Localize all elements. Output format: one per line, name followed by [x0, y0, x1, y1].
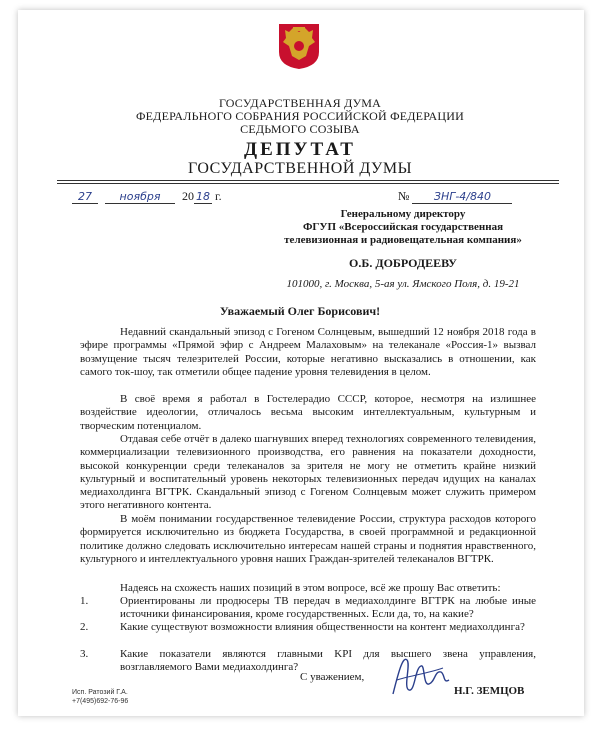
paragraph-3: Отдавая себе отчёт в далеко шагнувших вперед технологиях современного телевидения, коммерциализации телевизионного производства, его равнения на показатели доходности, высокой конкуренции среди телеканалов за зрителя не могу не отметить крайне низкий культурный и воспитательный уровень некоторых телевизионных передач идущих на каналах медиахолдинга ВГТРК. Скандальный эпизод с Гогеном Солнцевым может служить примером этого негативного контента.	[80, 433, 536, 512]
header-subtitle: ГОСУДАРСТВЕННОЙ ДУМЫ	[187, 160, 413, 177]
date-year-prefix: 20	[182, 189, 194, 203]
header-line-1: ГОСУДАРСТВЕННАЯ ДУМА	[218, 96, 382, 110]
addressee-line-1: Генеральному директору	[340, 208, 466, 220]
date-month: ноября	[105, 190, 175, 204]
date-suffix: г.	[212, 189, 222, 203]
closing-regards: С уважением,	[300, 671, 365, 683]
header-divider	[57, 180, 559, 181]
handwritten-signature-icon	[385, 650, 455, 700]
header-title: ДЕПУТАТ	[244, 139, 356, 160]
header-line-2: ФЕДЕРАЛЬНОГО СОБРАНИЯ РОССИЙСКОЙ ФЕДЕРАЦИИ	[135, 109, 465, 123]
number-value: ЗНГ-4/840	[412, 190, 512, 204]
greeting: Уважаемый Олег Борисович!	[219, 304, 381, 318]
question-2-number: 2.	[80, 621, 89, 633]
question-3-number: 3.	[80, 648, 89, 660]
number-prefix: №	[398, 189, 410, 203]
paragraph-5: Надеясь на схожесть наших позиций в этом вопросе, всё же прошу Вас ответить:	[120, 582, 501, 594]
date-day: 27	[72, 190, 98, 204]
russian-coat-of-arms-icon	[277, 22, 321, 70]
date-year-suffix: 18	[196, 190, 210, 203]
question-2-text: Какие существуют возможности влияния общественности на контент медиахолдинга?	[120, 621, 525, 633]
addressee-postal: 101000, г. Москва, 5-ая ул. Ямского Поля, д. 19-21	[286, 278, 520, 290]
question-3-text: Какие показатели являются главными KPI для высшего звена управления, возглавляемого Вами медиахолдинга?	[120, 648, 536, 674]
letter-date	[72, 189, 222, 204]
executor-phone: +7(495)692-76-96	[72, 698, 129, 705]
question-1-number: 1.	[80, 595, 89, 607]
addressee-line-2: ФГУП «Всероссийская государственная	[302, 221, 504, 233]
header-divider-thin	[57, 183, 559, 184]
header-line-3: СЕДЬМОГО СОЗЫВА	[240, 122, 360, 136]
addressee-line-3: телевизионная и радиовещательная компания»	[284, 234, 522, 246]
executor-info	[72, 688, 128, 706]
question-2	[80, 621, 536, 634]
question-1	[80, 595, 536, 622]
letter-number	[398, 189, 512, 204]
executor-name: Исп. Ратозий Г.А.	[72, 689, 128, 696]
paragraph-1: Недавний скандальный эпизод с Гогеном Солнцевым, вышедший 12 ноября 2018 года в эфире программы «Прямой эфир с Андреем Малаховым» на телеканале «Россия-1» вызвал возмущение тысяч телезрителей России, которые негативно высказались в отношении, как самого ток-шоу, так отметили общее падение уровня телевидения в целом.	[80, 326, 536, 378]
paragraph-2: В своё время я работал в Гостелерадио СССР, которое, несмотря на излишнее воздействие идеологии, отличалось весьма высоким интеллектуальным, культурным и творческим потенциалом.	[80, 393, 536, 432]
addressee-name: О.Б. ДОБРОДЕЕВУ	[349, 256, 457, 270]
question-1-text: Ориентированы ли продюсеры ТВ передач в медиахолдинге ВГТРК на любые иные источники финансирования, кроме государственных. Если да, то, на какие?	[120, 595, 536, 621]
paragraph-4: В моём понимании государственное телевидение России, структура расходов которого формируется исключительно из бюджета Государства, в своей программной и редакционной политике должно следовать исключительно интересам нашей страны и поднятия нравственного, культурного и интеллектуального уровня наших Граждан-зрителей телеканалов ВГТРК.	[80, 513, 536, 565]
signer-name: Н.Г. ЗЕМЦОВ	[454, 685, 525, 697]
